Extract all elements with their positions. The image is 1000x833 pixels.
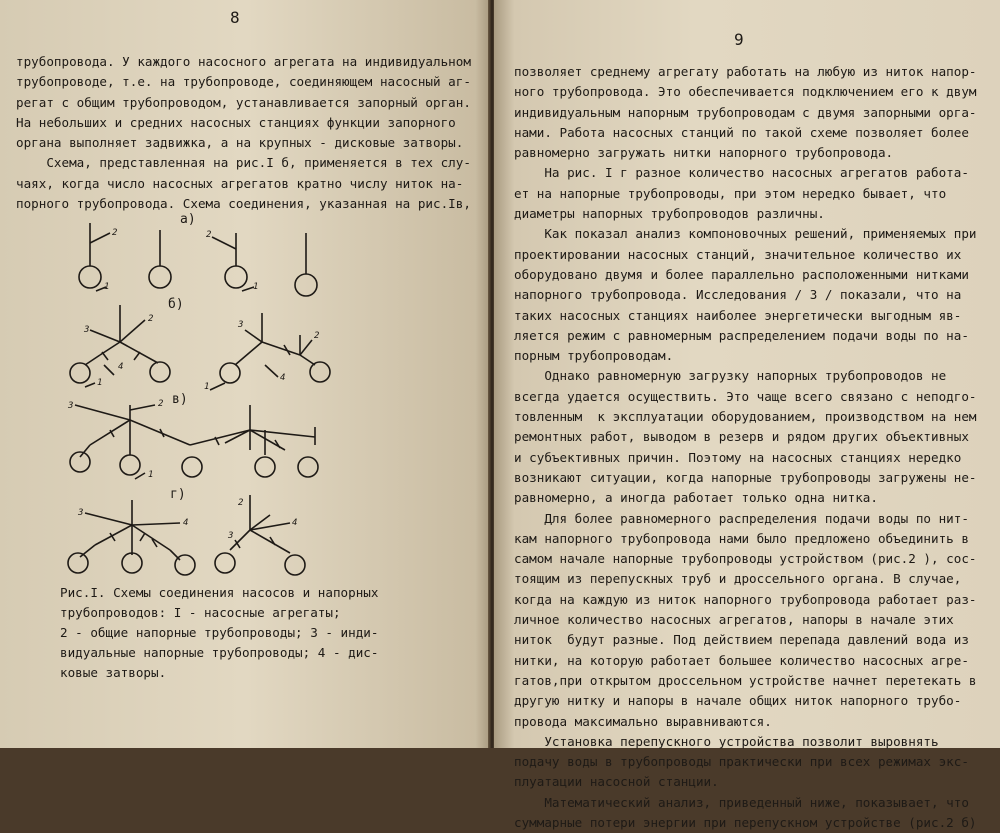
text-line: органа выполняет задвижка, а на крупных - дисковые затворы.	[16, 135, 464, 151]
text-line: проектировании насосных станций, значительное количество их	[514, 246, 962, 262]
text-line: Схема, представленная на рис.I б, применяется в тех слу-	[16, 155, 471, 171]
marker-2: 2	[148, 314, 154, 324]
marker-1: 1	[204, 382, 210, 392]
text-line: регат с общим трубопроводом, устанавливается запорный орган.	[16, 94, 471, 110]
text-line: нами. Работа насосных станций по такой схеме позволяет более	[514, 124, 969, 140]
text-line: трубопроводов: I - насосные агрегаты;	[60, 605, 341, 620]
marker-1: 1	[253, 282, 259, 292]
text-line: плуатации насосной станции.	[514, 774, 719, 790]
marker-3: 3	[238, 320, 244, 330]
text-line: когда на каждую из ниток напорного трубопровода работает раз-	[514, 591, 977, 607]
text-line: кам напорного трубопровода нами было предложено объединить в	[514, 530, 969, 546]
text-line: На рис. I г разное количество насосных агрегатов работа-	[514, 165, 969, 181]
page-number: 8	[230, 8, 240, 27]
marker-4: 4	[292, 518, 298, 528]
marker-2: 2	[158, 399, 164, 409]
text-line: ет на напорные трубопроводы, при этом нередко бывает, что	[514, 185, 947, 201]
text-line: провода максимально выравниваются.	[514, 713, 772, 729]
text-line: Для более равномерного распределения подачи воды по нит-	[514, 510, 969, 526]
marker-4: 4	[183, 518, 189, 528]
text-line: порного трубопровода. Схема соединения, указанная на рис.Iв,	[16, 196, 471, 212]
text-line: видуальные напорные трубопроводы; 4 - дис-	[60, 645, 379, 660]
marker-2: 2	[314, 331, 320, 341]
text-line: ниток будут разные. Под действием перепада давлений вода из	[514, 632, 969, 648]
text-line: Рис.I. Схемы соединения насосов и напорных	[60, 585, 379, 600]
text-line: ремонтных работ, выводом в резерв и рядом других объективных	[514, 429, 969, 445]
marker-4: 4	[118, 362, 124, 372]
marker-3: 3	[68, 401, 74, 411]
text-line: тоящим из перепускных труб и дроссельного органа. В случае,	[514, 571, 962, 587]
text-line: нитки, на которую работает большее количество насосных агре-	[514, 652, 969, 668]
figure-caption	[60, 583, 378, 683]
marker-3: 3	[84, 325, 90, 335]
text-line: Однако равномерную загрузку напорных трубопроводов не	[514, 368, 947, 384]
text-line: другую нитку и напоры в начале общих ниток напорного трубо-	[514, 693, 962, 709]
text-line: 2 - общие напорные трубопроводы; 3 - инди-	[60, 625, 379, 640]
text-line: Установка перепускного устройства позволит выровнять	[514, 733, 939, 749]
text-line: гатов,при открытом дроссельном устройстве начнет перетекать в	[514, 672, 977, 688]
text-line: Математический анализ, приведенный ниже, показывает, что	[514, 794, 969, 810]
text-line: трубопроводе, т.е. на трубопроводе, соединяющем насосный аг-	[16, 74, 471, 90]
scheme-g	[68, 495, 305, 575]
label-v: в)	[172, 392, 188, 407]
label-b: б)	[168, 297, 184, 312]
text-line: самом начале напорные трубопроводы устройством (рис.2 ), сос-	[514, 551, 977, 567]
right-page-text	[514, 62, 977, 833]
text-line: чаях, когда число насосных агрегатов кратно числу ниток на-	[16, 175, 464, 191]
text-line: ного трубопровода. Это обеспечивается подключением его к двум	[514, 84, 977, 100]
right-page	[494, 0, 1000, 830]
text-line: равномерно, а иногда работает только одна нитка.	[514, 490, 878, 506]
text-line: порным трубопроводам.	[514, 348, 674, 364]
text-line: индивидуальным напорным трубопроводам с двумя запорными орга-	[514, 104, 977, 120]
marker-4: 4	[280, 373, 286, 383]
pump-connection-schemes-figure	[40, 205, 440, 580]
text-line: На небольших и средних насосных станциях функции запорного	[16, 114, 456, 130]
text-line: напорного трубопровода. Исследования / 3 / показали, что на	[514, 287, 962, 303]
text-line: и субъективных причин. Поэтому на насосных станциях нередко	[514, 449, 962, 465]
scheme-b	[70, 305, 330, 390]
text-line: личное количество насосных агрегатов, напоры в начале этих	[514, 612, 954, 628]
marker-1: 1	[97, 378, 103, 388]
marker-2: 2	[206, 230, 212, 240]
text-line: равномерно загружать нитки напорного трубопровода.	[514, 145, 894, 161]
text-line: позволяет среднему агрегату работать на любую из ниток напор-	[514, 64, 977, 79]
marker-3: 3	[228, 531, 234, 541]
text-line: диаметры напорных трубопроводов различны.	[514, 206, 825, 222]
text-line: Как показал анализ компоновочных решений, применяемых при	[514, 226, 977, 242]
text-line: ковые затворы.	[60, 665, 167, 680]
text-line: таких насосных станциях наиболее энергетически выгодным яв-	[514, 307, 962, 323]
page-number: 9	[734, 30, 744, 49]
label-g: г)	[170, 487, 186, 502]
label-a: а)	[180, 212, 196, 227]
text-line: суммарные потери энергии при перепускном устройстве (рис.2 б)	[514, 814, 977, 830]
text-line: всегда удается осуществить. Это чаще всего связано с неподго-	[514, 388, 977, 404]
marker-2: 2	[112, 228, 118, 238]
scheme-v	[70, 405, 318, 479]
left-page	[0, 0, 490, 748]
marker-3: 3	[78, 508, 84, 518]
text-line: трубопровода. У каждого насосного агрегата на индивидуальном	[16, 54, 471, 69]
marker-1: 1	[148, 470, 154, 480]
text-line: товленным к эксплуатации оборудованием, производством на нем	[514, 409, 977, 425]
text-line: оборудовано двумя и более параллельно расположенными нитками	[514, 266, 969, 282]
text-line: подачу воды в трубопроводы практически при всех режимах экс-	[514, 754, 969, 770]
marker-2: 2	[238, 498, 244, 508]
figure-drawing	[40, 205, 440, 580]
marker-1: 1	[104, 282, 110, 292]
text-line: ляется режим с равномерным распределением подачи воды по на-	[514, 327, 969, 343]
text-line: возникают ситуации, когда напорные трубопроводы загружены не-	[514, 469, 977, 485]
left-page-text	[16, 52, 471, 214]
